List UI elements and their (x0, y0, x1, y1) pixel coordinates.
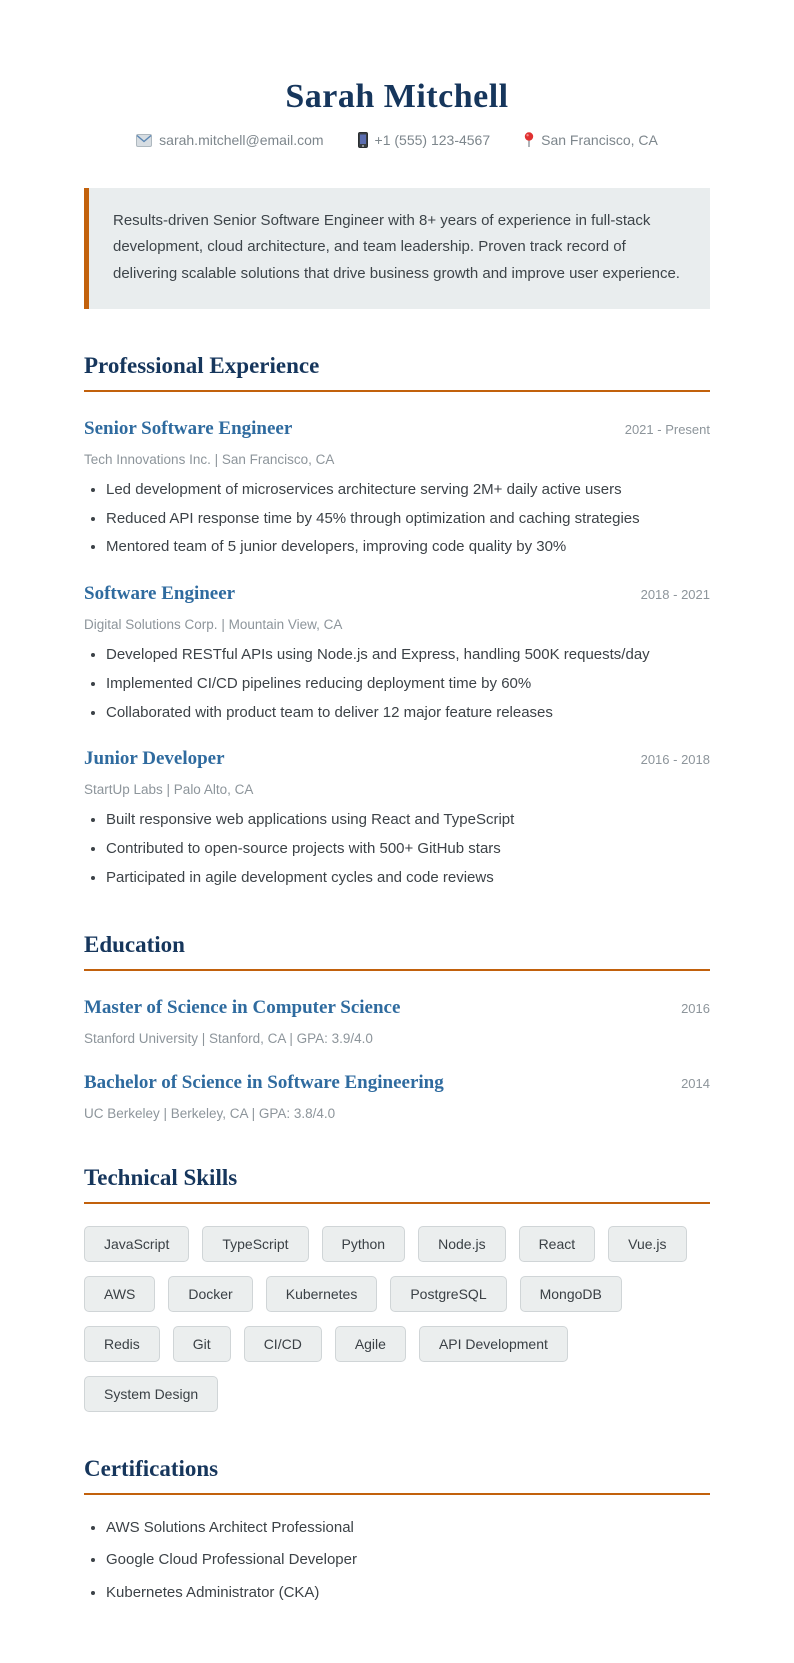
skill-chip: JavaScript (84, 1226, 189, 1262)
certification-item: • Google Cloud Professional Developer (106, 1551, 710, 1570)
skill-chip: Agile (335, 1326, 406, 1362)
certification-item: • AWS Solutions Architect Professional (106, 1519, 710, 1538)
job-bullet: • Mentored team of 5 junior developers, improving code quality by 30% (106, 538, 710, 557)
section-skills (84, 1165, 710, 1412)
section-title-certifications: Certifications (84, 1456, 710, 1495)
job-bullet: • Implemented CI/CD pipelines reducing deployment time by 60% (106, 675, 710, 694)
contact-location (524, 132, 658, 148)
location-pin-icon (524, 132, 534, 148)
job-bullet: • Participated in agile development cycles and code reviews (106, 869, 710, 888)
skill-chip: MongoDB (520, 1276, 622, 1312)
degree-dates: 2014 (681, 1075, 710, 1091)
phone-icon (358, 132, 368, 148)
skill-chip: Python (322, 1226, 406, 1262)
skill-chip: CI/CD (244, 1326, 322, 1362)
skill-chip: Redis (84, 1326, 160, 1362)
job-bullets (84, 646, 710, 722)
contact-email-text: sarah.mitchell@email.com (159, 132, 324, 148)
job-entry (84, 418, 710, 557)
contact-row (84, 132, 710, 148)
contact-phone-text: +1 (555) 123-4567 (374, 132, 491, 148)
skill-chip: PostgreSQL (390, 1276, 506, 1312)
job-bullet: • Collaborated with product team to deliver 12 major feature releases (106, 704, 710, 723)
job-title: Junior Developer (84, 748, 225, 770)
section-certifications (84, 1456, 710, 1603)
professional-summary: Results-driven Senior Software Engineer with 8+ years of experience in full-stack development, cloud architecture, and team leadership. Proven track record of delivering scalable solutions that drive business growth and improve user experience. (84, 188, 710, 309)
job-entry (84, 748, 710, 887)
job-bullets (84, 481, 710, 557)
job-company: StartUp Labs | Palo Alto, CA (84, 782, 254, 798)
degree-entry (84, 997, 710, 1046)
job-bullet: • Built responsive web applications using React and TypeScript (106, 811, 710, 830)
section-title-experience: Professional Experience (84, 353, 710, 392)
job-entry (84, 583, 710, 722)
certification-item: • Kubernetes Administrator (CKA) (106, 1584, 710, 1603)
degree-title: Master of Science in Computer Science (84, 996, 401, 1018)
skill-chip: Node.js (418, 1226, 505, 1262)
certification-list (84, 1519, 710, 1603)
email-icon (136, 134, 152, 147)
skill-chip: TypeScript (202, 1226, 308, 1262)
skill-chip: Kubernetes (266, 1276, 378, 1312)
section-experience (84, 353, 710, 888)
person-name: Sarah Mitchell (285, 78, 509, 115)
job-dates: 2016 - 2018 (640, 752, 710, 768)
degree-details: UC Berkeley | Berkeley, CA | GPA: 3.8/4.0 (84, 1105, 336, 1121)
section-title-skills: Technical Skills (84, 1165, 710, 1204)
resume-header (84, 78, 710, 148)
job-dates: 2018 - 2021 (640, 587, 710, 602)
job-bullet: • Reduced API response time by 45% through optimization and caching strategies (106, 510, 710, 529)
contact-email (136, 132, 323, 148)
job-bullet: • Contributed to open-source projects with 500+ GitHub stars (106, 840, 710, 859)
section-education (84, 932, 710, 1121)
skill-chip: API Development (419, 1326, 568, 1362)
job-bullets (84, 811, 710, 887)
job-title: Senior Software Engineer (84, 417, 293, 439)
skill-chips (84, 1226, 710, 1412)
job-title: Software Engineer (84, 583, 236, 604)
job-dates: 2021 - Present (624, 421, 710, 437)
skill-chip: AWS (84, 1276, 155, 1312)
degree-title: Bachelor of Science in Software Engineering (84, 1071, 444, 1093)
contact-location-text: San Francisco, CA (541, 132, 658, 148)
contact-phone (358, 132, 491, 148)
skill-chip: System Design (84, 1376, 218, 1412)
job-bullet: • Led development of microservices architecture serving 2M+ daily active users (106, 481, 710, 500)
skill-chip: Git (173, 1326, 231, 1362)
skill-chip: Vue.js (608, 1226, 686, 1262)
degree-entry (84, 1072, 710, 1121)
section-title-education: Education (84, 932, 710, 971)
degree-dates: 2016 (681, 1000, 710, 1016)
job-bullet: • Developed RESTful APIs using Node.js and Express, handling 500K requests/day (106, 646, 710, 665)
degree-details: Stanford University | Stanford, CA | GPA: 3.9/4.0 (84, 1030, 373, 1046)
skill-chip: React (519, 1226, 596, 1262)
job-company: Tech Innovations Inc. | San Francisco, CA (84, 451, 335, 467)
job-company: Digital Solutions Corp. | Mountain View, CA (84, 617, 343, 632)
skill-chip: Docker (168, 1276, 252, 1312)
